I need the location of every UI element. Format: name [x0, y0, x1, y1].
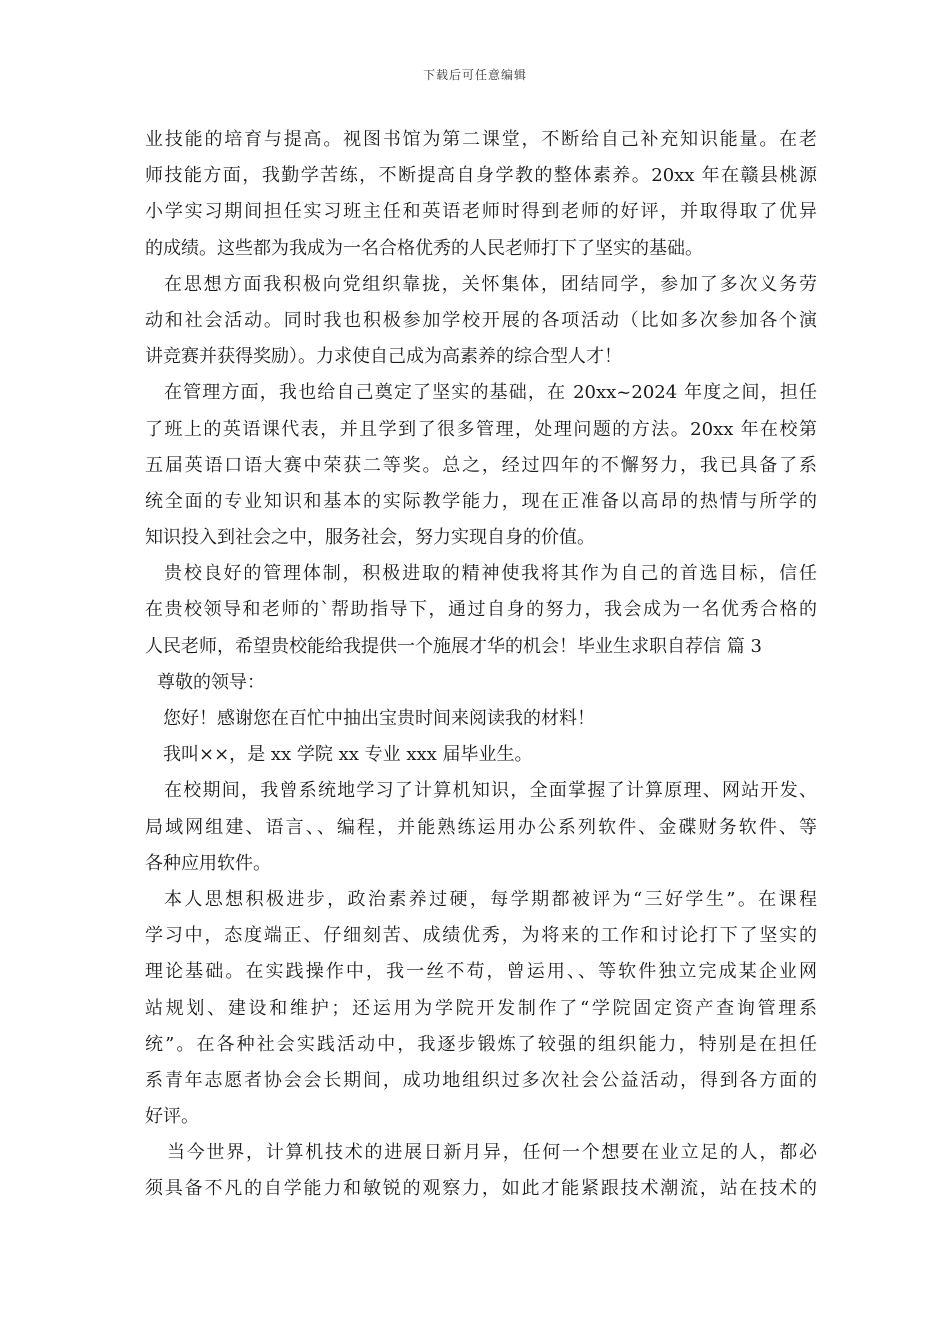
text-line: 动和社会活动。同时我也积极参加学校开展的各项活动（比如多次参加各个演	[145, 309, 817, 331]
text-line: 好评。	[145, 1106, 199, 1128]
paragraph-start-line: 当今世界，计算机技术的进展日新月异，任何一个想要在业立足的人，都必	[167, 1142, 817, 1164]
text-line: 知识投入到社会之中，服务社会，努力实现自身的价值。	[145, 527, 595, 549]
text-line: 业技能的培育与提高。视图书馆为第二课堂，不断给自己补充知识能量。在老	[145, 129, 817, 150]
text-line: 统”。在各种社会实践活动中，我逐步锻炼了较强的组织能力，特别是在担任	[145, 1033, 817, 1055]
introduction-line: 我叫××，是 xx 学院 xx 专业 xxx 届毕业生。	[163, 744, 533, 766]
text-line: 了班上的英语课代表，并且学到了很多管理，处理问题的方法。20xx 年在校第	[145, 418, 817, 440]
text-line: 小学实习期间担任实习班主任和英语老师时得到老师的好评，并取得取了优异	[145, 201, 817, 223]
paragraph-start-line: 在校期间，我曾系统地学习了计算机知识，全面掌握了计算原理、网站开发、	[164, 780, 817, 802]
paragraph-start-line: 在思想方面我积极向党组织靠拢，关怀集体，团结同学，参加了多次义务劳	[164, 273, 817, 295]
text-line: 师技能方面，我勤学苦练，不断提高自身学教的整体素养。20xx 年在赣县桃源	[145, 165, 817, 187]
text-line: 的成绩。这些都为我成为一名合格优秀的人民老师打下了坚实的基础。	[145, 237, 703, 259]
text-line: 五届英语口语大赛中荣获二等奖。总之，经过四年的不懈努力，我已具备了系	[145, 454, 817, 476]
text-line: 理论基础。在实践操作中，我一丝不苟，曾运用、、等软件独立完成某企业网	[145, 961, 817, 983]
text-line: 在贵校领导和老师的`帮助指导下，通过自身的努力，我会成为一名优秀合格的	[145, 599, 817, 621]
text-line: 人民老师，希望贵校能给我提供一个施展才华的机会！毕业生求职自荐信 篇 3	[145, 635, 762, 657]
paragraph-start-line: 在管理方面，我也给自己奠定了坚实的基础，在 20xx~2024 年度之间，担任	[164, 382, 817, 404]
text-line: 站规划、建设和维护；还运用为学院开发制作了“学院固定资产查询管理系	[145, 997, 817, 1019]
document-body	[145, 122, 817, 1208]
text-line: 局域网组建、语言、、编程，并能熟练运用办公系列软件、金碟财务软件、等	[145, 816, 817, 838]
salutation-line: 尊敬的领导：	[157, 671, 265, 693]
greeting-line: 您好！感谢您在百忙中抽出宝贵时间来阅读我的材料！	[163, 708, 595, 729]
paragraph-start-line: 贵校良好的管理体制，积极进取的精神使我将其作为自己的首选目标，信任	[164, 563, 817, 585]
text-line: 讲竞赛并获得奖励）。力求使自己成为高素养的综合型人才！	[145, 346, 622, 368]
text-line: 统全面的专业知识和基本的实际教学能力，现在正准备以高昂的热情与所学的	[145, 490, 817, 512]
paragraph-start-line: 本人思想积极进步，政治素养过硬，每学期都被评为“三好学生”。在课程	[164, 888, 817, 910]
text-line: 系青年志愿者协会会长期间，成功地组织过多次社会公益活动，得到各方面的	[145, 1069, 817, 1091]
text-line: 须具备不凡的自学能力和敏锐的观察力，如此才能紧跟技术潮流，站在技术的	[145, 1178, 817, 1200]
text-line: 各种应用软件。	[145, 852, 271, 874]
text-line: 学习中，态度端正、仔细刻苦、成绩优秀，为将来的工作和讨论打下了坚实的	[145, 925, 817, 947]
header-note: 下载后可任意编辑	[422, 68, 527, 82]
